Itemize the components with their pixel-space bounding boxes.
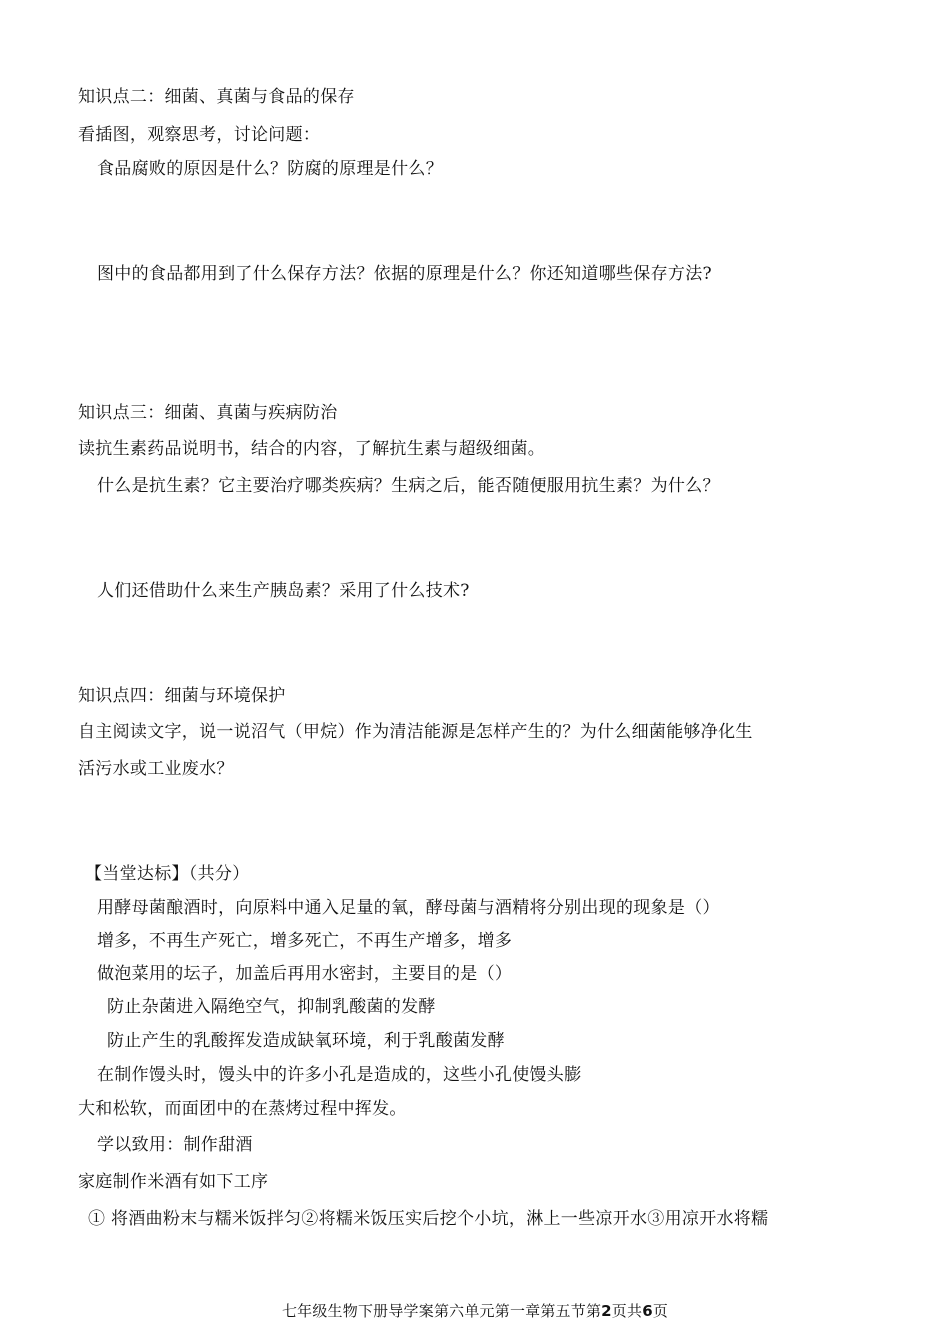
section2-heading: 知识点二：细菌、真菌与食品的保存	[78, 87, 355, 107]
practice-question-1-options: 增多，不再生产死亡，增多死亡，不再生产增多，增多	[97, 931, 513, 951]
practice-title: 【当堂达标】（共分）	[85, 864, 250, 884]
practice-question-3-line2: 大和松软，而面团中的在蒸烤过程中挥发。	[78, 1099, 407, 1119]
footer-prefix: 七年级生物下册导学案第六单元第一章第五节第	[281, 1302, 602, 1320]
apply-title: 学以致用：制作甜酒	[97, 1135, 253, 1155]
footer-middle: 页共	[611, 1302, 643, 1320]
section2-question-1: 食品腐败的原因是什么？防腐的原理是什么？	[97, 159, 443, 179]
section3-question-1: 什么是抗生素？它主要治疗哪类疾病？生病之后，能否随便服用抗生素？为什么？	[97, 476, 720, 496]
footer-total-pages: 6	[642, 1302, 653, 1320]
section4-question-line1: 自主阅读文字，说一说沼气（甲烷）作为清洁能源是怎样产生的？为什么细菌能够净化生	[78, 722, 753, 742]
section3-heading: 知识点三：细菌、真菌与疾病防治	[78, 403, 338, 423]
practice-question-3-line1: 在制作馒头时，馒头中的许多小孔是造成的，这些小孔使馒头膨	[97, 1065, 582, 1085]
practice-question-2-option-a: 防止杂菌进入隔绝空气，抑制乳酸菌的发酵	[107, 997, 436, 1017]
section4-heading: 知识点四：细菌与环境保护	[78, 686, 286, 706]
section2-instruction: 看插图，观察思考，讨论问题：	[78, 125, 321, 145]
apply-steps: ① 将酒曲粉末与糯米饭拌匀②将糯米饭压实后挖个小坑，淋上一些凉开水③用凉开水将糯	[88, 1209, 769, 1229]
practice-question-2: 做泡菜用的坛子，加盖后再用水密封，主要目的是（）	[97, 964, 513, 984]
footer-suffix: 页	[652, 1302, 669, 1320]
section3-question-2: 人们还借助什么来生产胰岛素？采用了什么技术?	[97, 581, 470, 601]
practice-question-2-option-b: 防止产生的乳酸挥发造成缺氧环境，利于乳酸菌发酵	[107, 1031, 505, 1051]
page-footer	[0, 1301, 950, 1321]
section3-instruction: 读抗生素药品说明书，结合的内容，了解抗生素与超级细菌。	[78, 439, 546, 459]
section2-question-2: 图中的食品都用到了什么保存方法？依据的原理是什么？你还知道哪些保存方法?	[97, 264, 712, 284]
apply-intro: 家庭制作米酒有如下工序	[78, 1172, 269, 1192]
practice-question-1: 用酵母菌酿酒时，向原料中通入足量的氧，酵母菌与酒精将分别出现的现象是（）	[97, 898, 720, 918]
footer-page-number: 2	[601, 1302, 612, 1320]
section4-question-line2: 活污水或工业废水？	[78, 759, 234, 779]
